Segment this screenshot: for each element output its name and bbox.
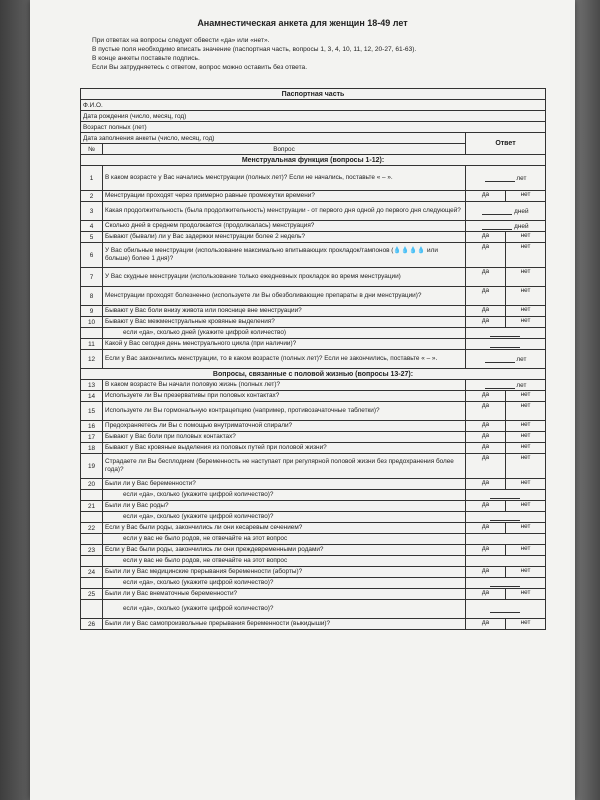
no-option[interactable]: нет (505, 523, 545, 533)
yes-option[interactable]: да (481, 545, 490, 552)
unit-label: лет (516, 174, 527, 182)
yes-option[interactable]: да (481, 432, 490, 439)
passport-field-birthdate[interactable]: Дата рождения (число, месяц, год) (81, 111, 546, 122)
question-text: В каком возрасте Вы начали половую жизнь (полных лет)? (103, 380, 466, 391)
instruction-line: При ответах на вопросы следует обвести «да» или «нет». (92, 37, 270, 44)
question-text: Были ли у Вас беременности? (103, 479, 466, 490)
answer-days[interactable] (465, 221, 545, 232)
yes-option[interactable]: да (481, 306, 490, 313)
question-number: 12 (81, 350, 103, 369)
yes-option[interactable]: да (481, 317, 490, 324)
question-text: Если у Вас были роды, закончились ли они преждевременными родами? (103, 545, 466, 556)
questionnaire-table (80, 88, 546, 630)
document-title: Анамнестическая анкета для женщин 18-49 лет (197, 18, 408, 28)
question-text: Сколько дней в среднем продолжается (продолжалась) менструация? (103, 221, 466, 232)
yes-option[interactable]: да (481, 421, 490, 428)
question-text: Были ли у Вас медицинские прерывания беременности (аборты)? (103, 567, 466, 578)
yes-option[interactable]: да (481, 287, 490, 294)
yes-option[interactable]: да (481, 243, 490, 250)
answer-column-header: Ответ (465, 133, 545, 155)
question-number: 11 (81, 339, 103, 350)
question-number: 7 (81, 268, 103, 287)
yes-option[interactable]: да (481, 268, 490, 275)
instructions (92, 36, 575, 72)
answer-count[interactable] (465, 512, 545, 523)
question-number: 13 (81, 380, 103, 391)
question-number: 3 (81, 202, 103, 221)
answer-years[interactable] (465, 380, 545, 391)
question-subtext: если у вас не было родов, не отвечайте на этот вопрос (103, 534, 466, 545)
question-text: Бывают у Вас кровяные выделения из половых путей при половой жизни? (103, 443, 466, 454)
question-number: 9 (81, 306, 103, 317)
question-text: Какой у Вас сегодня день менструального цикла (при наличии)? (103, 339, 466, 350)
question-number: 10 (81, 317, 103, 328)
question-subtext: если «да», сколько (укажите цифрой количество)? (103, 512, 466, 523)
answer-day[interactable] (465, 339, 545, 350)
question-text: Страдаете ли Вы бесплодием (беременность не наступает при регулярной половой жизни без предохранения более года)? (103, 454, 466, 479)
instruction-line: В пустые поля необходимо вписать значение (паспортная часть, вопросы 1, 3, 4, 10, 11, 12, 20-27, 61-63). (92, 46, 417, 53)
question-number: 4 (81, 221, 103, 232)
yes-option[interactable]: да (481, 391, 490, 398)
answer-count[interactable] (465, 600, 545, 619)
answer-count[interactable] (465, 328, 545, 339)
question-text: Бывают у Вас боли при половых контактах? (103, 432, 466, 443)
question-text: Используете ли Вы гормональную контрацепцию (например, противозачаточные таблетки)? (103, 402, 466, 421)
question-text: Менструации проходят через примерно равные промежутки времени? (103, 191, 466, 202)
passport-field-fill-date[interactable]: Дата заполнения анкеты (число, месяц, год) (81, 133, 466, 144)
question-text: У Вас обильные менструации (использование максимально впитывающих прокладок/тампонов (💧💧💧💧 или больше) более 1 дня)? (103, 243, 466, 268)
yes-option[interactable]: да (481, 479, 490, 486)
question-text: Были ли у Вас внематочные беременности? (103, 589, 466, 600)
question-number: 21 (81, 501, 103, 512)
yes-option[interactable]: да (481, 191, 490, 198)
no-option[interactable]: нет (505, 402, 545, 420)
answer-count[interactable] (465, 490, 545, 501)
yes-option[interactable]: да (481, 567, 490, 574)
passport-field-age[interactable]: Возраст полных (лет) (81, 122, 546, 133)
question-subtext: если «да», сколько (укажите цифрой количество)? (103, 600, 466, 619)
no-option[interactable]: нет (505, 567, 545, 577)
question-text: В каком возрасте у Вас начались менструации (полных лет)? Если не начались, поставьте « – ». (103, 166, 466, 191)
no-option[interactable]: нет (505, 287, 545, 305)
question-text: Были ли у Вас самопроизвольные прерывания беременности (выкидыши)? (103, 619, 466, 630)
unit-label: дней (514, 207, 529, 215)
question-number: 16 (81, 421, 103, 432)
question-subtext: если «да», сколько дней (укажите цифрой количество) (103, 328, 466, 339)
question-number: 25 (81, 589, 103, 600)
question-number: 14 (81, 391, 103, 402)
question-number: 26 (81, 619, 103, 630)
question-text: Бывают у Вас боли внизу живота или пояснице вне менструации? (103, 306, 466, 317)
question-subtext: если «да», сколько (укажите цифрой количество)? (103, 578, 466, 589)
question-number: 24 (81, 567, 103, 578)
question-text: Предохраняетесь ли Вы с помощью внутриматочной спирали? (103, 421, 466, 432)
yes-option[interactable]: да (481, 589, 490, 596)
no-option[interactable]: нет (505, 317, 545, 327)
unit-label: лет (516, 381, 527, 389)
question-text: Если у Вас закончились менструации, то в каком возрасте (полных лет)? Если не закончились, поставьте « – ». (103, 350, 466, 369)
instruction-line: Если Вы затрудняетесь с ответом, вопрос можно оставить без ответа. (92, 64, 308, 71)
no-option[interactable]: нет (505, 432, 545, 442)
no-option[interactable]: нет (505, 421, 545, 431)
no-option[interactable]: нет (505, 268, 545, 286)
question-column-header: Вопрос (103, 144, 466, 155)
question-text: Менструации проходят болезненно (используете ли Вы обезболивающие препараты в дни менструации)? (103, 287, 466, 306)
no-option[interactable]: нет (505, 391, 545, 401)
section-sexual-life: Вопросы, связанные с половой жизнью (вопросы 13-27): (81, 369, 546, 380)
no-option[interactable]: нет (505, 589, 545, 599)
question-number: 19 (81, 454, 103, 479)
question-text: Бывают у Вас межменструальные кровяные выделения? (103, 317, 466, 328)
answer-years[interactable] (465, 350, 545, 369)
answer-years[interactable] (465, 166, 545, 191)
question-number: 18 (81, 443, 103, 454)
yes-option[interactable]: да (481, 523, 490, 530)
no-option[interactable]: нет (505, 501, 545, 511)
no-option[interactable]: нет (505, 545, 545, 555)
no-option[interactable]: нет (505, 191, 545, 201)
unit-label: лет (516, 355, 527, 363)
no-option[interactable]: нет (505, 232, 545, 242)
yes-option[interactable]: да (481, 454, 490, 461)
questionnaire-sheet (30, 0, 575, 800)
question-number: 15 (81, 402, 103, 421)
no-option[interactable]: нет (505, 619, 545, 629)
question-subtext: если у вас не было родов, не отвечайте на этот вопрос (103, 556, 466, 567)
answer-days[interactable] (465, 202, 545, 221)
answer-count[interactable] (465, 578, 545, 589)
question-number: 22 (81, 523, 103, 534)
num-column-header: № (81, 144, 103, 155)
question-text: Используете ли Вы презервативы при половых контактах? (103, 391, 466, 402)
yes-option[interactable]: да (481, 402, 490, 409)
no-option[interactable]: нет (505, 479, 545, 489)
yes-option[interactable]: да (481, 232, 490, 239)
no-option[interactable]: нет (505, 243, 545, 267)
question-number: 1 (81, 166, 103, 191)
question-number: 8 (81, 287, 103, 306)
passport-header: Паспортная часть (81, 89, 546, 100)
question-subtext: если «да», сколько (укажите цифрой количество)? (103, 490, 466, 501)
instruction-line: В конце анкеты поставьте подпись. (92, 55, 200, 62)
question-number: 20 (81, 479, 103, 490)
no-option[interactable]: нет (505, 443, 545, 453)
yes-option[interactable]: да (481, 443, 490, 450)
question-text: Если у Вас были роды, закончились ли они кесаревым сечением? (103, 523, 466, 534)
no-option[interactable]: нет (505, 306, 545, 316)
question-number: 2 (81, 191, 103, 202)
question-number: 6 (81, 243, 103, 268)
question-text: Были ли у Вас роды? (103, 501, 466, 512)
question-text: Бывают (бывали) ли у Вас задержки менструации более 2 недель? (103, 232, 466, 243)
yes-option[interactable]: да (481, 619, 490, 626)
section-menstrual: Менструальная функция (вопросы 1-12): (81, 155, 546, 166)
unit-label: дней (514, 222, 529, 230)
yes-option[interactable]: да (481, 501, 490, 508)
passport-field-name[interactable]: Ф.И.О. (81, 100, 546, 111)
question-text: Какая продолжительность (была продолжительность) менструации - от первого дня одной до первого дня следующей? (103, 202, 466, 221)
question-number: 17 (81, 432, 103, 443)
question-number: 23 (81, 545, 103, 556)
question-number: 5 (81, 232, 103, 243)
no-option[interactable]: нет (505, 454, 545, 478)
question-text: У Вас скудные менструации (использование только ежедневных прокладок во время менструации) (103, 268, 466, 287)
